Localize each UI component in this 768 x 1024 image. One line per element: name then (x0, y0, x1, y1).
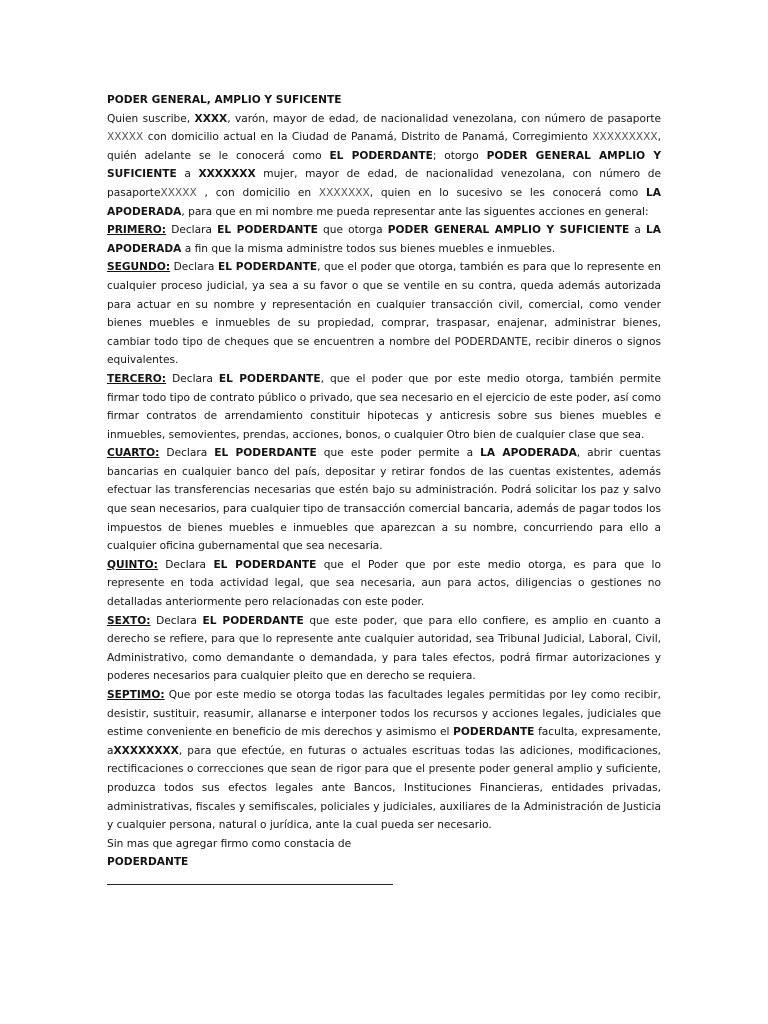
clause-heading: CUARTO: (107, 447, 160, 460)
clause-sexto (107, 612, 661, 686)
attorney-name: XXXXXXX (198, 168, 256, 181)
intro-text: , quien en lo sucesivo se les conocerá como (369, 186, 647, 199)
clause-bold-term: LA APODERADA (480, 447, 577, 460)
clause-heading: QUINTO: (107, 558, 158, 571)
clause-text: , para que efectúe, en futuras o actuales escrituas todas las adiciones, modificaciones, rectificaciones o correcciones que sean de rigor para que el presente poder general amplio y suficiente, produzca todos sus efectos legales ante Bancos, Instituciones Financieras, entidades privadas, administrativas, fiscales y semifiscales, policiales y judiciales, auxiliares de la Administración de Justicia y cualquier persona, natural o jurídica, ante la cual pueda ser necesario. (107, 744, 661, 832)
clause-text: que este poder, que para ello confiere, es amplio en cuanto a derecho se refiere, para que lo represente ante cualquier autoridad, sea Tribunal Judicial, Laboral, Civil, Administrativo, como demandante o demandada, y para tales efectos, podrá firmar autorizaciones y poderes necesarios para cualquier pleito que en derecho se requiera. (107, 614, 661, 683)
document-body (107, 91, 661, 885)
clause-bold-term: PODERDANTE (453, 726, 535, 739)
clause-text: Declara (166, 372, 219, 385)
poder-term: PODER GENERAL AMPLIO Y SUFICIENTE (107, 149, 661, 181)
clause-bold-term: EL PODERDANTE (217, 224, 318, 237)
clause-bold-term: EL PODERDANTE (213, 558, 317, 571)
clause-bold-term: EL PODERDANTE (217, 261, 318, 274)
signature-line (107, 872, 393, 885)
clause-text: Declara (150, 614, 203, 627)
document-title: PODER GENERAL, AMPLIO Y SUFICENTE (107, 94, 342, 106)
clause-tercero (107, 370, 661, 444)
clause-bold-term: XXXXXXXX (113, 744, 179, 757)
clause-text: faculta, expresamente, a (107, 726, 661, 757)
clause-bold-term: EL PODERDANTE (218, 372, 321, 385)
attorney-address: XXXXXXX (318, 186, 370, 199)
clause-bold-term: PODER GENERAL AMPLIO Y SUFICIENTE (387, 224, 630, 237)
grantor-passport: XXXXX (107, 131, 144, 144)
intro-text: a (176, 168, 199, 181)
clause-heading: PRIMERO: (107, 224, 167, 237)
attorney-passport: XXXXX (160, 186, 197, 199)
clause-quinto (107, 556, 661, 612)
clause-bold-term: LA APODERADA (107, 224, 661, 255)
intro-paragraph (107, 110, 661, 222)
intro-text: , varón, mayor de edad, de nacionalidad venezolana, con número de pasaporte (227, 112, 661, 125)
intro-text: mujer, mayor de edad, de nacionalidad venezolana, con número de pasaporte (107, 168, 662, 199)
apoderada-term: LA APODERADA (107, 186, 661, 218)
clause-text: que este poder permite a (316, 447, 481, 460)
grantor-corregimiento: XXXXXXXXX (592, 131, 658, 144)
signature-role: PODERDANTE (107, 856, 189, 869)
clause-text: Declara (170, 261, 218, 274)
intro-text: ; otorgo (432, 149, 487, 162)
clause-heading: SEGUNDO: (107, 261, 171, 274)
clause-bold-term: EL PODERDANTE (202, 614, 304, 627)
clause-bold-term: EL PODERDANTE (214, 447, 317, 460)
intro-text: , con domicilio en (196, 186, 319, 199)
clause-text: Declara (157, 558, 214, 571)
clause-text: que el Poder que por este medio otorga, es para que lo represente en toda actividad legal, que sea necesaria, aun para actos, diligencias o gestiones no detalladas anteriormente pero relacionadas con este poder. (107, 558, 661, 609)
clause-segundo (107, 258, 661, 370)
closing-line: Sin mas que agregar firmo como constacia de (107, 837, 352, 850)
clause-text: Declara (166, 224, 218, 237)
intro-text: , quién adelante se le conocerá como (107, 131, 661, 162)
clause-text: , abrir cuentas bancarias en cualquier banco del país, depositar y retirar fondos de las cuentas existentes, además efectuar las transferencias necesarias que estén bajo su administración. Podrá solicitar los paz y salvo que sean necesarios, para cualquier tipo de transacción comercial bancaria, además de pagar todos los impuestos de bienes muebles e inmuebles que aparezcan a su nombre, concurriendo para ello a cualquier oficina gubernamental que sea necesaria. (107, 447, 661, 553)
clause-septimo (107, 686, 661, 835)
clause-primero (107, 221, 661, 258)
clause-cuarto (107, 444, 661, 556)
intro-text: Quien suscribe, (107, 112, 195, 125)
clause-text: , que el poder que otorga, también es para que lo represente en cualquier proceso judicial, ya sea a su favor o que se ventile en su contra, queda además autorizada para actuar en su nombre y representación en cualquier transacción civil, comercial, como vender bienes muebles e inmuebles de su propiedad, comprar, traspasar, enajenar, administrar bienes, cambiar todo tipo de cheques que se encuentren a nombre del PODERDANTE, recibir dineros o signos equivalentes. (107, 261, 661, 367)
intro-text: con domicilio actual en la Ciudad de Panamá, Distrito de Panamá, Corregimiento (143, 131, 593, 144)
poderdante-term: EL PODERDANTE (329, 149, 433, 162)
clause-text: , que el poder que por este medio otorga, también permite firmar todo tipo de contrato público o privado, que sea necesario en el ejercicio de este poder, así como firmar contratos de arrendamiento constituir hipotecas y anticresis sobre sus bienes muebles e inmuebles, semovientes, prendas, acciones, bonos, o cualquier Otro bien de cualquier clase que sea. (107, 372, 661, 441)
clause-text: Declara (159, 447, 215, 460)
clause-text: a (629, 224, 647, 237)
clause-text: que otorga (317, 224, 388, 237)
clause-heading: TERCERO: (107, 372, 167, 385)
clause-text: a fin que la misma administre todos sus bienes muebles e inmuebles. (181, 242, 556, 255)
clause-heading: SEPTIMO: (107, 689, 165, 701)
clause-text: Que por este medio se otorga todas las facultades legales permitidas por ley como recibir, desistir, sustituir, reasumir, allanarse e interponer todos los recursos y acciones legales, judiciales que estime conveniente en beneficio de mis derechos y asimismo el (107, 689, 661, 739)
grantor-name: XXXX (194, 112, 228, 125)
clause-heading: SEXTO: (107, 614, 151, 627)
intro-text: , para que en mi nombre me pueda representar ante las siguentes acciones en general: (181, 205, 649, 218)
